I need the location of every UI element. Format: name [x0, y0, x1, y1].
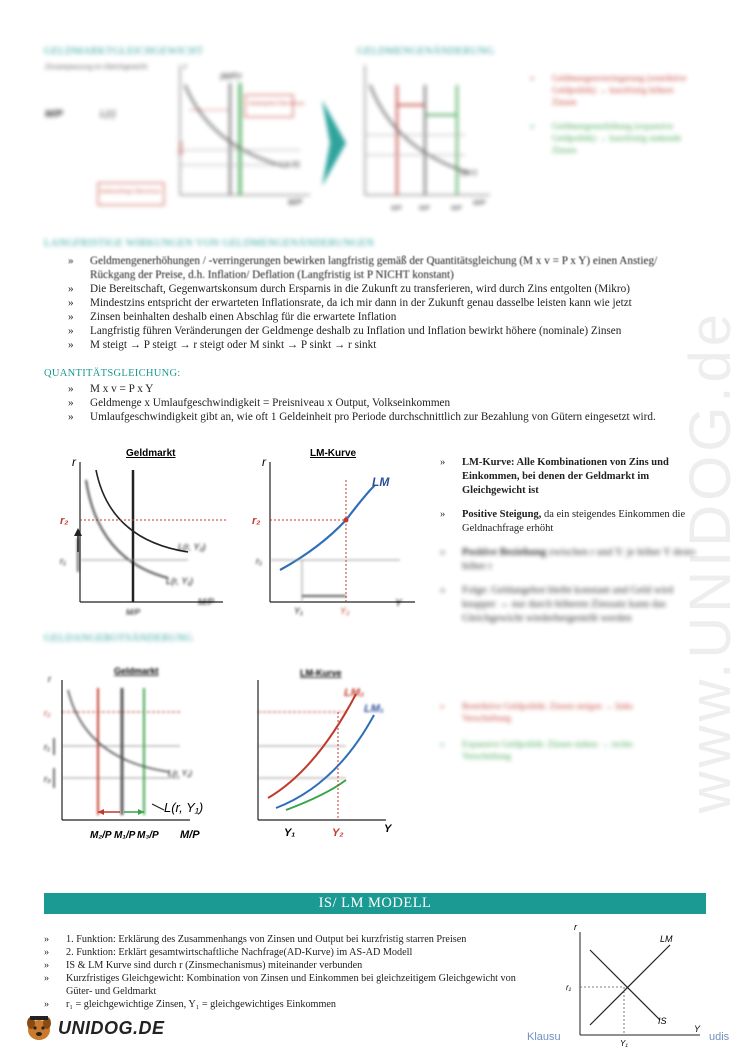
list-item: » Umlaufgeschwindigkeit gibt an, wie oft 1 Geldeinheit pro Periode durchschnittlich zur Bezahlung von Gütern eingesetzt wird.	[68, 410, 688, 424]
r-axis-label: r	[574, 922, 577, 932]
list-item: » 2. Funktion: Erklärt gesamtwirtschaftliche Nachfrage(AD-Kurve) im AS-AD Modell	[44, 946, 544, 959]
top-right-notes	[530, 72, 700, 156]
lm-label: LM	[372, 475, 390, 489]
r-axis: r	[184, 62, 187, 71]
lm-bullets	[440, 456, 700, 626]
x-axis-label: Y	[395, 598, 402, 609]
list-item	[440, 456, 700, 498]
l2-label: L(r, Y₂)	[178, 542, 206, 552]
geldangebot-chart	[40, 660, 240, 860]
y2-label: Y₂	[340, 606, 350, 616]
list-item: » Folge: Geldangebot bleibt konstant und Geld wird knapper → nur durch höheren Zinssatz kann das Gleichgewicht wiederhergestellt werden	[440, 584, 700, 626]
r2-label: r₂	[60, 515, 69, 527]
list-item: » r₁ = gleichgewichtige Zinsen, Y₁ = gleichgewichtiges Einkommen	[44, 998, 544, 1011]
heading-geldmengenaenderung: GELDMENGENÄNDERUNG	[357, 46, 495, 57]
r-axis-label: r	[262, 455, 266, 469]
tick-2: M/P	[419, 206, 430, 212]
x-axis-label: M/P	[288, 198, 303, 207]
list-item: » IS & LM Kurve sind durch r (Zinsmechanismus) miteinander verbunden	[44, 959, 544, 972]
note-red: » Restriktive Geldpolitik: Zinsen steigen → links Verschiebung	[440, 700, 680, 724]
note-green: » Geldmengenerhöhung (expansive Geldpolitik) → kurzfristig sinkende Zinsen	[530, 120, 700, 156]
x-axis-label: Y	[384, 823, 392, 835]
svg-text:Zins: Zins	[178, 141, 185, 155]
lm1-label: LM₁	[364, 703, 384, 715]
islm-chart	[560, 920, 710, 1050]
list-item: » M x v = P x Y	[68, 382, 688, 396]
unidog-logo[interactable]	[24, 1013, 165, 1043]
list-item: » Geldmenge x Umlaufgeschwindigkeit = Preisniveau x Output, Volkseinkommen	[68, 396, 688, 410]
chart-note: Zinsanpassung im Gleichgewicht	[45, 64, 148, 71]
tick-1: M/P	[391, 206, 402, 212]
chart-title: Geldmarkt	[126, 448, 176, 459]
r1-label: r₁	[60, 556, 66, 566]
is-label: IS	[658, 1016, 667, 1026]
list-item: » Positive Beziehung zwischen r und Y: je höher Y desto höher r	[440, 546, 700, 574]
list-item: » Geldmengenerhöhungen / -verringerungen bewirken langfristig gemäß der Quantitätsgleichung (M x v = P x Y) einen Anstieg/ Rückgang der Preise, d.h. Inflation/ Deflation (Langfristig ist P NICHT konstant)	[68, 254, 688, 282]
l-curve-label: L(r,Y)	[460, 170, 478, 177]
chart-title: LM-Kurve	[310, 448, 357, 459]
r2-label: r₂	[252, 515, 261, 527]
note-green: » Expansive Geldpolitik: Zinsen sinken → rechts Verschiebung	[440, 738, 680, 762]
tick-3: M/P	[451, 206, 462, 212]
lm-shift-chart	[236, 660, 406, 840]
chart-title: LM-Kurve	[300, 668, 342, 678]
list-item: » Langfristig führen Veränderungen der Geldmenge deshalb zu Inflation und Inflation bewirkt höhere (nominale) Zinsen	[68, 324, 688, 338]
watermark: www.UNIDOG.de	[678, 310, 743, 814]
l-curve-label: L(r,Y)	[280, 160, 300, 169]
quantitaet-list	[68, 382, 688, 424]
label-box-red: Geldangebot Überschuss	[248, 101, 305, 107]
geldmarkt-chart	[48, 440, 228, 620]
lm-bullet-bold: LM-Kurve: Alle Kombinationen von Zins und Einkommen, bei denen der Geldmarkt im Gleichgewicht ist	[462, 457, 669, 496]
lr-label: L(r)	[100, 109, 116, 120]
heading-geldangebot: GELDANGEBOTSÄNDERUNG	[44, 633, 193, 644]
heading-langfristig: LANGFRISTIGE WIRKUNGEN VON GELDMENGENÄNDERUNGEN	[44, 238, 375, 249]
x-axis-label: M/P	[180, 829, 200, 841]
list-item: » Positive Steigung, da ein steigendes Einkommen die Geldnachfrage erhöht	[440, 508, 700, 536]
y1-label: Y₁	[294, 606, 303, 616]
r-tick-3: r₃	[44, 774, 51, 784]
list-item: » Mindestzins entspricht der erwarteten Inflationsrate, da ich mir dann in der Zukunft genau dasselbe leisten kann wie jetzt	[68, 296, 688, 310]
r-tick-1: r₁	[44, 742, 50, 752]
lm2-label: LM₂	[344, 687, 365, 699]
shift-notes	[440, 700, 680, 762]
l-curve-small: L(r, Y₁)	[168, 769, 193, 778]
label-box-red2: Geldnachfrage Überschuss	[100, 189, 161, 195]
dog-icon	[24, 1013, 54, 1043]
mp-label: M/P	[126, 608, 141, 617]
x-axis-label: M/P	[473, 200, 486, 207]
chart-title: Geldmarkt	[114, 666, 159, 676]
l1-label: L(r, Y₁)	[166, 576, 194, 586]
r1-label: r₁	[566, 983, 572, 992]
tick-m2: M₂/P	[90, 830, 112, 841]
r-axis-label: r	[48, 674, 51, 684]
r-axis-label: r	[72, 455, 76, 469]
lm-label: LM	[660, 934, 673, 944]
heading-geldmarkt-gleichgewicht: GELDMARKTGLEICHGEWICHT	[44, 46, 204, 57]
arrow-shape	[320, 98, 350, 188]
x-axis-label: M/P	[198, 597, 215, 607]
tick-m1: M₁/P	[114, 830, 136, 841]
islm-list	[44, 933, 544, 1011]
list-item: » Zinsen beinhalten deshalb einen Abschlag für die erwartete Inflation	[68, 310, 688, 324]
langfristig-list	[68, 254, 688, 352]
section-banner: IS/ LM MODELL	[44, 893, 706, 914]
list-item: » Kurzfristiges Gleichgewicht: Kombination von Zinsen und Einkommen bei gleichzeitigem Gleichgewicht von Güter- und Geldmarkt	[44, 972, 544, 998]
y2-label: Y₂	[332, 827, 344, 839]
footer-right-text: udis	[709, 1031, 730, 1043]
lm-chart	[250, 440, 420, 620]
logo-text: UNIDOG.DE	[58, 1017, 165, 1038]
tick-m3: M₃/P	[137, 830, 159, 841]
list-item: » 1. Funktion: Erklärung des Zusammenhangs von Zinsen und Output bei kurzfristig starren Preisen	[44, 933, 544, 946]
y1-label: Y₁	[620, 1039, 628, 1048]
r1-label: r₁	[256, 556, 262, 566]
top-left-chart	[40, 55, 325, 215]
y-axis-label: Y	[694, 1024, 701, 1034]
y1-label: Y₁	[284, 827, 296, 839]
list-item: » Die Bereitschaft, Gegenwartskonsum durch Ersparnis in die Zukunft zu transferieren, wird durch Zins entgolten (Mikro)	[68, 282, 688, 296]
top-right-chart	[355, 55, 495, 225]
heading-quantitaet: QUANTITÄTSGLEICHUNG:	[44, 368, 181, 379]
r-tick-2: r₂	[44, 708, 51, 718]
footer-left-text: Klausu	[527, 1031, 561, 1043]
note-red: » Geldmengenverringerung (restriktive Geldpolitik) → kurzfristig höhere Zinsen	[530, 72, 700, 108]
lm-bullet-bold: Positive Steigung,	[462, 509, 542, 520]
mp-label: M/P	[45, 109, 63, 120]
mp-top: (M/P)ˢ	[220, 72, 243, 81]
l-curve-big: L(r, Y₁)	[164, 800, 204, 815]
list-item: » M steigt → P steigt → r steigt oder M sinkt → P sinkt → r sinkt	[68, 338, 688, 352]
